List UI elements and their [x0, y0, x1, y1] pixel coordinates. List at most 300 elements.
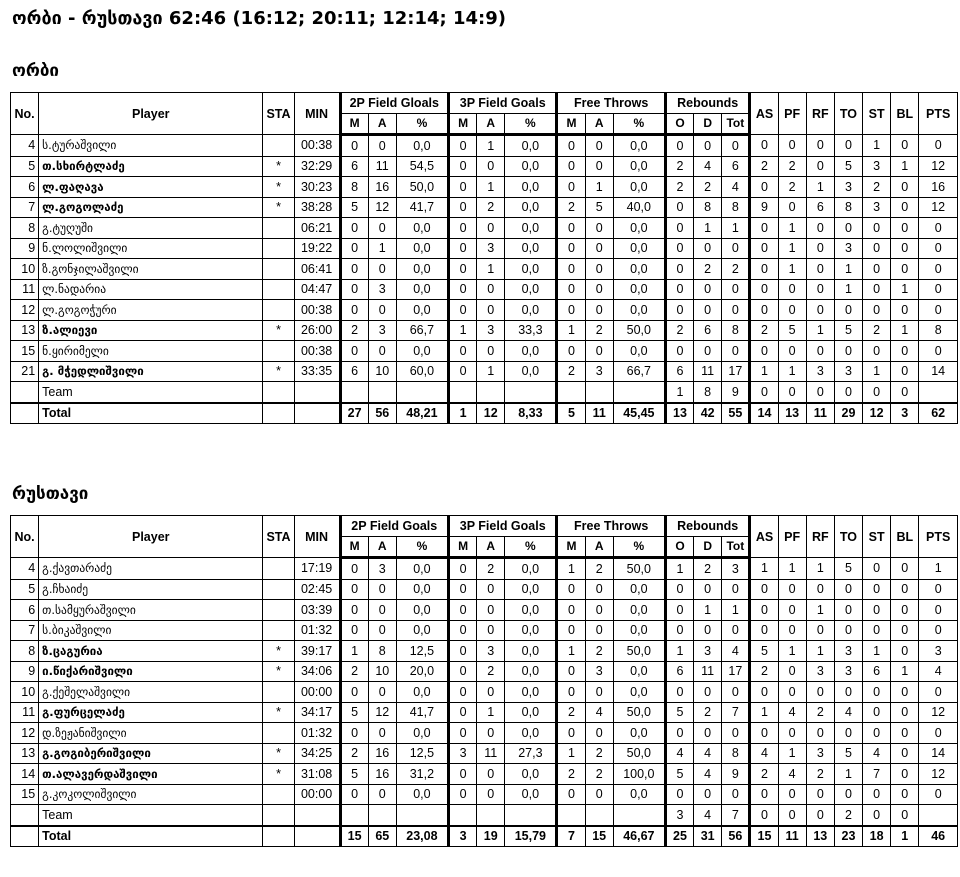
cell-3p-pct: 0,0 [505, 600, 557, 621]
cell-bl: 0 [891, 764, 919, 785]
cell-bl: 0 [891, 259, 919, 280]
cell-rf: 0 [806, 784, 834, 805]
cell-st: 0 [863, 682, 891, 703]
cell-rf: 0 [806, 805, 834, 826]
cell-reb-d: 0 [694, 341, 722, 362]
cell-no: 12 [11, 723, 39, 744]
cell-2p-pct: 0,0 [396, 300, 448, 321]
cell-ft-pct: 50,0 [613, 641, 665, 662]
cell-no: 9 [11, 661, 39, 682]
cell-st: 3 [863, 156, 891, 177]
cell-pf: 11 [778, 826, 806, 847]
box-score-table-home [10, 92, 958, 424]
cell-ft-pct: 50,0 [613, 558, 665, 580]
cell-to: 0 [834, 682, 862, 703]
cell-no: 5 [11, 579, 39, 600]
cell-player: გ.გოგიბერიშვილი [39, 743, 263, 764]
cell-to: 0 [834, 620, 862, 641]
cell-reb-o: 1 [665, 558, 693, 580]
cell-reb-o: 0 [665, 259, 693, 280]
cell-reb-o: 0 [665, 279, 693, 300]
cell-ft-m: 1 [557, 320, 585, 341]
col-as: AS [750, 516, 778, 558]
cell-2p-m: 5 [340, 764, 368, 785]
subcol-2p-m: M [340, 113, 368, 135]
cell-to: 5 [834, 320, 862, 341]
cell-rf: 0 [806, 341, 834, 362]
cell-2p-a: 12 [368, 197, 396, 218]
cell-ft-a: 0 [585, 156, 613, 177]
cell-min: 01:32 [294, 620, 340, 641]
cell-pf: 0 [778, 197, 806, 218]
cell-as: 0 [750, 279, 778, 300]
cell-ft-pct: 0,0 [613, 341, 665, 362]
cell-reb-o: 5 [665, 764, 693, 785]
cell-no: 10 [11, 259, 39, 280]
cell-rf: 3 [806, 361, 834, 382]
col-rebounds: Rebounds [665, 93, 750, 114]
cell-player: გ.კოკოლიშვილი [39, 784, 263, 805]
cell-rf: 0 [806, 300, 834, 321]
cell-pts: 14 [919, 743, 958, 764]
cell-3p-m: 0 [448, 238, 476, 259]
cell-2p-pct: 0,0 [396, 682, 448, 703]
cell-bl: 0 [891, 784, 919, 805]
cell-reb-o: 0 [665, 723, 693, 744]
cell-ft-pct: 50,0 [613, 320, 665, 341]
cell-sta: * [263, 743, 294, 764]
cell-to: 29 [834, 403, 862, 424]
cell-min: 17:19 [294, 558, 340, 580]
cell-2p-pct: 50,0 [396, 177, 448, 198]
cell-3p-a: 1 [477, 135, 505, 157]
cell-st: 0 [863, 784, 891, 805]
cell-rf: 2 [806, 764, 834, 785]
cell-2p-a: 0 [368, 723, 396, 744]
cell-3p-m: 0 [448, 620, 476, 641]
cell-pf: 2 [778, 177, 806, 198]
cell-3p-m: 0 [448, 279, 476, 300]
cell-2p-pct: 20,0 [396, 661, 448, 682]
cell-ft-m: 0 [557, 135, 585, 157]
cell-as: 0 [750, 341, 778, 362]
cell-reb-d: 0 [694, 620, 722, 641]
cell-to: 0 [834, 600, 862, 621]
cell-3p-a [477, 382, 505, 403]
cell-rf: 1 [806, 600, 834, 621]
cell-3p-m: 0 [448, 300, 476, 321]
cell-3p-m: 0 [448, 341, 476, 362]
cell-reb-o: 1 [665, 641, 693, 662]
cell-st: 0 [863, 279, 891, 300]
cell-reb-tot: 56 [722, 826, 750, 847]
cell-3p-a: 0 [477, 784, 505, 805]
col-player: Player [39, 93, 263, 135]
cell-to: 8 [834, 197, 862, 218]
cell-2p-m: 15 [340, 826, 368, 847]
cell-as: 1 [750, 702, 778, 723]
cell-2p-m: 2 [340, 320, 368, 341]
cell-pts: 46 [919, 826, 958, 847]
cell-3p-pct [505, 805, 557, 826]
cell-2p-pct: 0,0 [396, 341, 448, 362]
cell-as: 0 [750, 805, 778, 826]
cell-ft-m: 0 [557, 259, 585, 280]
cell-sta [263, 279, 294, 300]
cell-2p-pct: 0,0 [396, 723, 448, 744]
cell-3p-pct: 0,0 [505, 279, 557, 300]
cell-reb-d: 0 [694, 579, 722, 600]
cell-2p-m: 0 [340, 558, 368, 580]
cell-3p-a [477, 805, 505, 826]
cell-2p-a: 0 [368, 682, 396, 703]
cell-3p-a: 19 [477, 826, 505, 847]
cell-ft-m: 0 [557, 341, 585, 362]
cell-2p-m: 5 [340, 702, 368, 723]
cell-reb-tot: 0 [722, 784, 750, 805]
cell-ft-pct: 0,0 [613, 579, 665, 600]
cell-st: 4 [863, 743, 891, 764]
table-row [11, 558, 958, 580]
cell-3p-pct: 0,0 [505, 558, 557, 580]
cell-2p-m: 0 [340, 218, 368, 239]
col-bl: BL [891, 93, 919, 135]
cell-player: Total [39, 826, 263, 847]
cell-2p-m: 8 [340, 177, 368, 198]
cell-bl: 3 [891, 403, 919, 424]
cell-3p-m: 0 [448, 135, 476, 157]
cell-sta [263, 403, 294, 424]
cell-2p-a: 16 [368, 764, 396, 785]
cell-2p-pct: 23,08 [396, 826, 448, 847]
cell-player: გ. მჭედლიშვილი [39, 361, 263, 382]
cell-as: 1 [750, 361, 778, 382]
cell-2p-m: 0 [340, 723, 368, 744]
cell-3p-m: 0 [448, 784, 476, 805]
cell-st: 7 [863, 764, 891, 785]
cell-bl: 0 [891, 743, 919, 764]
cell-as: 0 [750, 300, 778, 321]
cell-no: 21 [11, 361, 39, 382]
game-title: ორბი - რუსთავი 62:46 (16:12; 20:11; 12:14; 14:9) [12, 8, 506, 29]
cell-sta: * [263, 641, 294, 662]
cell-player: ლ.ფაღავა [39, 177, 263, 198]
cell-sta [263, 341, 294, 362]
cell-no: 9 [11, 238, 39, 259]
cell-sta [263, 382, 294, 403]
cell-ft-pct: 0,0 [613, 218, 665, 239]
cell-rf: 0 [806, 238, 834, 259]
cell-ft-a: 3 [585, 361, 613, 382]
cell-2p-m: 0 [340, 600, 368, 621]
cell-2p-m: 0 [340, 259, 368, 280]
cell-reb-d: 8 [694, 382, 722, 403]
cell-reb-o: 0 [665, 341, 693, 362]
cell-3p-m: 0 [448, 600, 476, 621]
cell-2p-m [340, 805, 368, 826]
cell-3p-a: 0 [477, 279, 505, 300]
col-pts: PTS [919, 93, 958, 135]
col-as: AS [750, 93, 778, 135]
cell-reb-o: 2 [665, 156, 693, 177]
cell-min: 33:35 [294, 361, 340, 382]
cell-ft-pct [613, 805, 665, 826]
subcol-3p-a: A [477, 113, 505, 135]
table-row [11, 702, 958, 723]
cell-2p-m: 0 [340, 238, 368, 259]
subcol-ft-a: A [585, 536, 613, 558]
cell-3p-pct: 0,0 [505, 341, 557, 362]
cell-pf: 0 [778, 784, 806, 805]
cell-ft-m: 5 [557, 403, 585, 424]
player-rows [11, 558, 958, 847]
cell-ft-a: 0 [585, 723, 613, 744]
cell-3p-m: 0 [448, 579, 476, 600]
cell-reb-d: 0 [694, 135, 722, 157]
cell-reb-d: 2 [694, 259, 722, 280]
cell-bl: 0 [891, 135, 919, 157]
cell-2p-pct: 66,7 [396, 320, 448, 341]
cell-2p-pct: 31,2 [396, 764, 448, 785]
cell-ft-a: 0 [585, 135, 613, 157]
cell-st: 6 [863, 661, 891, 682]
cell-reb-o: 6 [665, 661, 693, 682]
cell-to: 3 [834, 238, 862, 259]
cell-min: 38:28 [294, 197, 340, 218]
cell-rf: 1 [806, 177, 834, 198]
cell-3p-a: 0 [477, 156, 505, 177]
cell-2p-pct: 0,0 [396, 238, 448, 259]
cell-ft-pct: 66,7 [613, 361, 665, 382]
cell-3p-m [448, 382, 476, 403]
cell-no: 8 [11, 218, 39, 239]
total-row [11, 403, 958, 424]
cell-ft-a: 2 [585, 641, 613, 662]
cell-3p-pct: 0,0 [505, 238, 557, 259]
cell-2p-a [368, 382, 396, 403]
cell-3p-m: 0 [448, 682, 476, 703]
col-to: TO [834, 93, 862, 135]
cell-bl: 0 [891, 558, 919, 580]
cell-player: ზ.გონჯილაშვილი [39, 259, 263, 280]
cell-player: ი.წიქარიშვილი [39, 661, 263, 682]
cell-as: 0 [750, 682, 778, 703]
cell-player: Team [39, 382, 263, 403]
cell-ft-a: 0 [585, 300, 613, 321]
col-2p-field-goals: 2P Field Gloals [340, 93, 448, 114]
cell-pf: 0 [778, 135, 806, 157]
cell-pts: 0 [919, 341, 958, 362]
cell-reb-tot: 8 [722, 197, 750, 218]
cell-3p-a: 0 [477, 579, 505, 600]
cell-to: 23 [834, 826, 862, 847]
col-to: TO [834, 516, 862, 558]
cell-min: 06:41 [294, 259, 340, 280]
cell-3p-m: 1 [448, 403, 476, 424]
cell-ft-m: 0 [557, 156, 585, 177]
cell-to: 3 [834, 661, 862, 682]
col-no: No. [11, 516, 39, 558]
cell-no: 12 [11, 300, 39, 321]
cell-3p-m: 3 [448, 826, 476, 847]
cell-rf: 0 [806, 620, 834, 641]
cell-sta [263, 805, 294, 826]
cell-bl: 1 [891, 279, 919, 300]
cell-reb-tot: 0 [722, 620, 750, 641]
cell-3p-m: 0 [448, 197, 476, 218]
cell-no: 10 [11, 682, 39, 703]
cell-reb-o: 5 [665, 702, 693, 723]
cell-3p-a: 2 [477, 197, 505, 218]
cell-rf: 13 [806, 826, 834, 847]
cell-reb-d: 4 [694, 805, 722, 826]
cell-to: 0 [834, 341, 862, 362]
cell-ft-m: 0 [557, 784, 585, 805]
cell-to: 0 [834, 135, 862, 157]
cell-reb-d: 11 [694, 661, 722, 682]
cell-pf: 1 [778, 641, 806, 662]
cell-ft-a: 2 [585, 558, 613, 580]
cell-player: გ.ქეშელაშვილი [39, 682, 263, 703]
cell-2p-a: 0 [368, 341, 396, 362]
cell-player: ზ.ცაგურია [39, 641, 263, 662]
cell-3p-m: 1 [448, 320, 476, 341]
cell-player: ს.ბიკაშვილი [39, 620, 263, 641]
cell-min: 00:38 [294, 341, 340, 362]
col-pf: PF [778, 516, 806, 558]
cell-3p-pct: 0,0 [505, 177, 557, 198]
cell-pts: 0 [919, 600, 958, 621]
cell-st: 0 [863, 702, 891, 723]
cell-reb-tot: 2 [722, 259, 750, 280]
cell-min: 34:17 [294, 702, 340, 723]
cell-3p-a: 0 [477, 723, 505, 744]
cell-min: 00:38 [294, 135, 340, 157]
cell-st: 0 [863, 805, 891, 826]
cell-pts: 0 [919, 784, 958, 805]
cell-rf: 0 [806, 259, 834, 280]
cell-3p-a: 11 [477, 743, 505, 764]
cell-2p-pct: 0,0 [396, 784, 448, 805]
table-row [11, 579, 958, 600]
cell-bl: 0 [891, 702, 919, 723]
cell-reb-d: 8 [694, 197, 722, 218]
cell-reb-tot: 0 [722, 300, 750, 321]
cell-2p-pct: 54,5 [396, 156, 448, 177]
subcol-2p-pct: % [396, 113, 448, 135]
cell-reb-d: 0 [694, 784, 722, 805]
col-sta: STA [263, 93, 294, 135]
cell-3p-m: 0 [448, 764, 476, 785]
cell-3p-pct: 0,0 [505, 300, 557, 321]
cell-reb-o: 2 [665, 320, 693, 341]
subcol-ft-a: A [585, 113, 613, 135]
cell-2p-a: 3 [368, 558, 396, 580]
cell-min [294, 403, 340, 424]
table-row [11, 743, 958, 764]
cell-rf: 6 [806, 197, 834, 218]
cell-bl: 0 [891, 238, 919, 259]
cell-no [11, 805, 39, 826]
cell-reb-tot: 0 [722, 723, 750, 744]
cell-2p-pct: 12,5 [396, 743, 448, 764]
cell-pts: 14 [919, 361, 958, 382]
cell-ft-a: 0 [585, 238, 613, 259]
cell-2p-pct: 0,0 [396, 218, 448, 239]
cell-sta: * [263, 361, 294, 382]
cell-as: 0 [750, 600, 778, 621]
cell-reb-tot: 55 [722, 403, 750, 424]
cell-ft-a: 2 [585, 320, 613, 341]
cell-pts: 0 [919, 682, 958, 703]
cell-bl: 1 [891, 826, 919, 847]
cell-no: 8 [11, 641, 39, 662]
cell-no: 4 [11, 558, 39, 580]
cell-rf: 0 [806, 682, 834, 703]
cell-2p-a [368, 805, 396, 826]
cell-rf: 0 [806, 279, 834, 300]
subcol-reb-tot: Tot [722, 536, 750, 558]
cell-ft-m: 0 [557, 218, 585, 239]
cell-ft-a: 3 [585, 661, 613, 682]
cell-2p-a: 0 [368, 218, 396, 239]
cell-2p-m: 0 [340, 279, 368, 300]
cell-to: 5 [834, 558, 862, 580]
cell-reb-d: 42 [694, 403, 722, 424]
cell-3p-m: 0 [448, 558, 476, 580]
cell-3p-pct: 8,33 [505, 403, 557, 424]
cell-reb-tot: 8 [722, 320, 750, 341]
cell-sta [263, 600, 294, 621]
cell-reb-o: 0 [665, 784, 693, 805]
cell-reb-d: 31 [694, 826, 722, 847]
col-rebounds: Rebounds [665, 516, 750, 537]
cell-pts: 3 [919, 641, 958, 662]
cell-pf: 0 [778, 620, 806, 641]
box-score-table-away [10, 515, 958, 847]
cell-reb-tot: 4 [722, 641, 750, 662]
cell-3p-a: 0 [477, 620, 505, 641]
cell-reb-d: 2 [694, 558, 722, 580]
cell-to: 1 [834, 764, 862, 785]
cell-min: 01:32 [294, 723, 340, 744]
cell-2p-a: 0 [368, 300, 396, 321]
cell-sta [263, 135, 294, 157]
cell-to: 0 [834, 723, 862, 744]
cell-2p-pct: 12,5 [396, 641, 448, 662]
cell-pts: 1 [919, 558, 958, 580]
cell-2p-pct: 60,0 [396, 361, 448, 382]
cell-ft-pct: 50,0 [613, 702, 665, 723]
cell-2p-a: 16 [368, 743, 396, 764]
cell-sta: * [263, 661, 294, 682]
cell-min: 39:17 [294, 641, 340, 662]
cell-st: 2 [863, 177, 891, 198]
cell-pf: 1 [778, 361, 806, 382]
cell-3p-m: 0 [448, 156, 476, 177]
cell-3p-a: 0 [477, 764, 505, 785]
cell-player: თ.ალავერდაშვილი [39, 764, 263, 785]
cell-player: გ.ჩხაიძე [39, 579, 263, 600]
cell-pts: 0 [919, 579, 958, 600]
cell-ft-pct: 0,0 [613, 661, 665, 682]
cell-pts: 0 [919, 135, 958, 157]
cell-min [294, 805, 340, 826]
cell-sta: * [263, 156, 294, 177]
cell-ft-a: 15 [585, 826, 613, 847]
cell-ft-a: 0 [585, 279, 613, 300]
cell-reb-o: 25 [665, 826, 693, 847]
